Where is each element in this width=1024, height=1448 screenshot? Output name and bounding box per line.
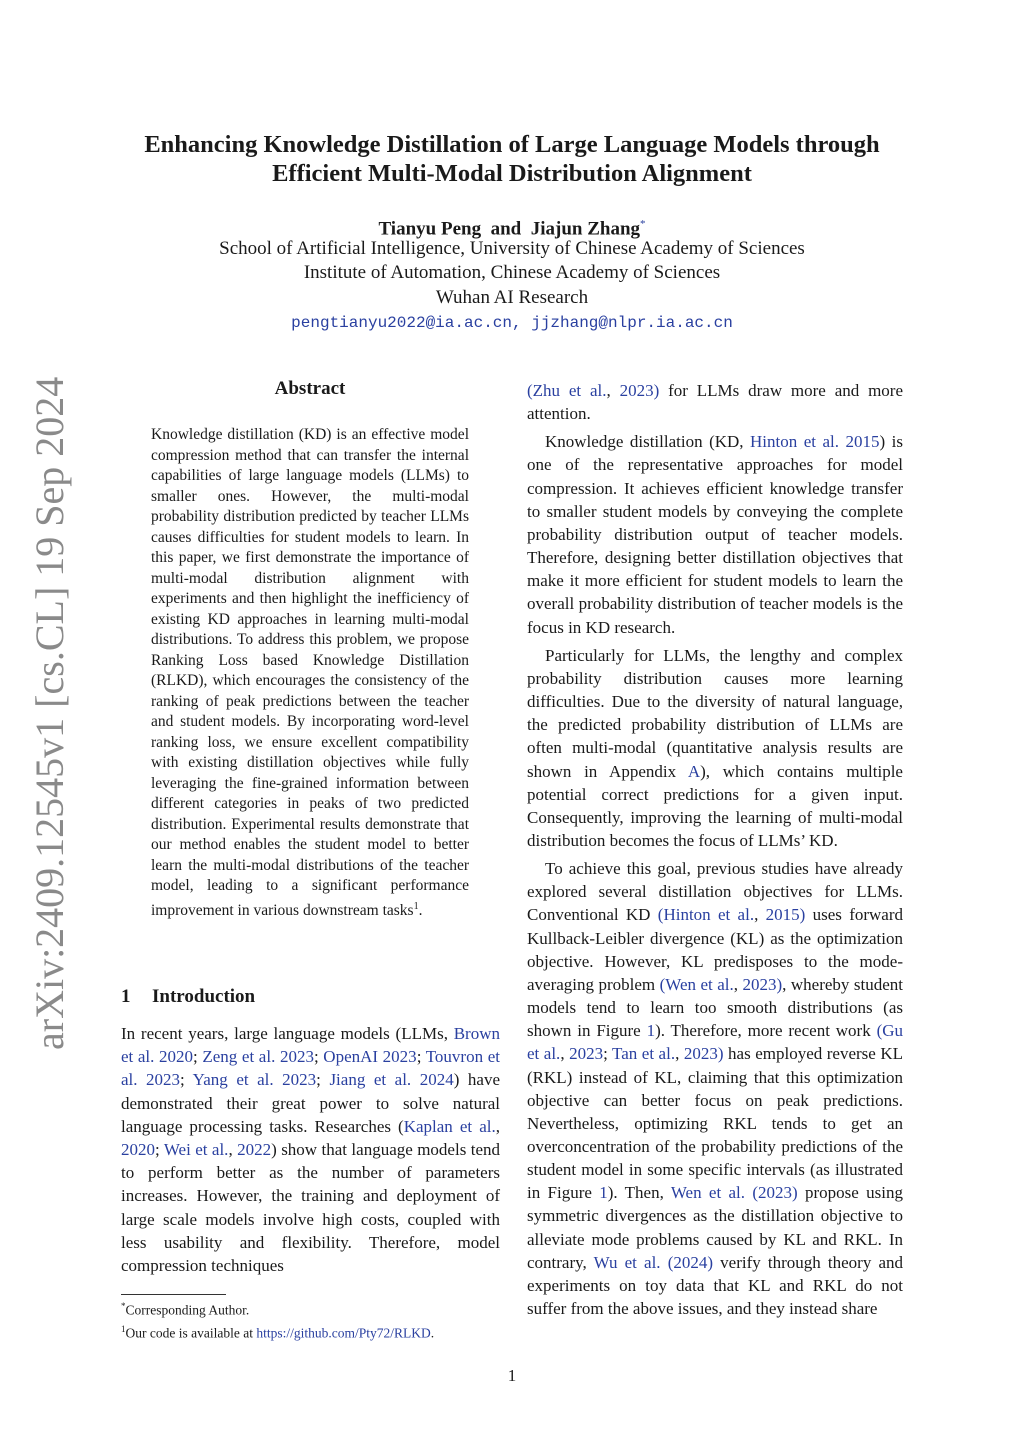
citation-link[interactable]: (Gu et al.: [527, 1021, 904, 1064]
body-text: ), which contains multiple potential correct predictions for a given input. Consequently, improving the learning of multi-modal distribution becomes the focus of LLMs’ KD.: [527, 761, 903, 850]
title-line-1: Enhancing Knowledge Distillation of Large Language Models through: [144, 131, 880, 158]
affiliation-2: Institute of Automation, Chinese Academy of Sciences: [303, 262, 721, 284]
body-text: Particularly for LLMs, the lengthy and complex probability distribution causes more learning difficulties. Due to the diversity of natural language, the predicted probability distribution of LLMs are often multi-modal (quantitative analysis results are shown in Appendix: [527, 645, 903, 781]
footnotes: [121, 1297, 521, 1342]
footnote-2: [121, 1320, 521, 1343]
citation-link[interactable]: Tan et al.: [612, 1044, 676, 1064]
body-text: In recent years, large language models (LLMs,: [121, 1024, 454, 1043]
intro-left-column: [121, 1022, 500, 1277]
body-text: To achieve this goal, previous studies have already explored several distillation objectives for LLMs. Conventional KD: [527, 859, 903, 925]
body-text: ;: [180, 1070, 193, 1090]
citation-link[interactable]: 2023): [742, 974, 783, 994]
citation-link[interactable]: Wu et al.: [593, 1252, 661, 1272]
citation-link[interactable]: Touvron et al. 2023: [121, 1047, 500, 1090]
footnote-mark: 1: [121, 1323, 126, 1334]
body-text: [661, 1253, 668, 1272]
body-text: uses forward Kullback-Leibler divergence (KL) as the optimization objective. However, KL predisposes to the mode-averaging problem: [527, 905, 904, 994]
body-text: ;: [155, 1140, 164, 1160]
body-text: ). Then,: [607, 1183, 671, 1203]
abstract-end: .: [418, 901, 423, 919]
author-1: Tianyu Peng: [378, 218, 482, 240]
body-text: ,: [495, 1116, 500, 1136]
body-text: ,: [675, 1044, 684, 1064]
footnote-text: Corresponding Author.: [125, 1302, 250, 1318]
body-text: ,: [228, 1140, 238, 1160]
author-and: and: [490, 218, 522, 240]
citation-link[interactable]: 2023: [569, 1044, 604, 1064]
footnote-divider: [121, 1294, 226, 1295]
affiliation-3: Wuhan AI Research: [435, 286, 589, 308]
abstract-heading: Abstract: [274, 378, 346, 399]
footnote-1: [121, 1297, 521, 1320]
citation-link[interactable]: 2022: [237, 1140, 272, 1160]
citation-link[interactable]: 2023): [619, 381, 660, 400]
citation-link[interactable]: (Hinton et al.: [657, 905, 755, 925]
corresponding-mark[interactable]: *: [640, 218, 646, 230]
body-text: ;: [316, 1070, 330, 1090]
citation-link[interactable]: 2020: [121, 1140, 155, 1160]
citation-link[interactable]: Yang et al. 2023: [192, 1070, 317, 1090]
title-line-2: Efficient Multi-Modal Distribution Alignment: [272, 160, 752, 187]
figure-link[interactable]: 1: [646, 1021, 656, 1041]
body-text: ) have demonstrated their great power to solve natural language processing tasks. Researches (: [121, 1070, 500, 1136]
paragraph: [527, 430, 903, 638]
paragraph: [527, 857, 903, 1320]
appendix-link[interactable]: A: [687, 761, 701, 781]
body-text: Knowledge distillation (KD,: [545, 432, 751, 452]
body-text: ) is one of the representative approaches for model compression. It achieves efficient knowledge transfer to smaller student models by conveying the complete probability distribution output of teacher models. Therefore, designing better distillation objectives that make it more efficient for student models to learn the overall probability distribution of teacher models is the focus in KD research.: [527, 432, 904, 637]
citation-link[interactable]: Wei et al.: [163, 1140, 229, 1160]
code-repo-link[interactable]: https://github.com/Pty72/RLKD: [256, 1325, 431, 1340]
footnote-ref[interactable]: 1: [413, 900, 419, 912]
author-2: Jiajun Zhang: [530, 218, 641, 240]
section-number: 1: [121, 986, 131, 1007]
body-text: verify through theory and experiments on toy data that KL and RKL do not suffer from the above issues, and they instead share: [527, 1252, 904, 1319]
abstract-body: [151, 425, 469, 921]
paragraph: [527, 379, 903, 425]
body-text: ;: [416, 1047, 426, 1067]
citation-link[interactable]: 2015): [765, 905, 806, 925]
body-text: ,: [560, 1044, 570, 1064]
body-text: ,: [733, 974, 743, 994]
footnote-mark: *: [121, 1301, 126, 1311]
citation-link[interactable]: OpenAI 2023: [323, 1047, 417, 1067]
body-text: ) show that language models tend to perform better as the number of parameters increases. However, the training and deployment of large scale models involve high costs, coupled with less usability and flexibility. Therefore, model compression techniques: [121, 1140, 500, 1276]
citation-link[interactable]: Wen et al.: [670, 1183, 746, 1203]
citation-link[interactable]: 2023): [683, 1044, 724, 1064]
body-text: , whereby student models tend to learn too smooth distributions (as shown in Figure: [527, 974, 903, 1041]
body-text: ;: [313, 1047, 324, 1067]
figure-link[interactable]: 1: [599, 1183, 608, 1203]
intro-right-column: [527, 379, 903, 1320]
body-text: ,: [606, 381, 620, 400]
body-text: propose using symmetric divergences as the distillation objective to alleviate mode problems caused by KL and RKL. In contrary,: [527, 1183, 903, 1272]
page-number: 1: [507, 1366, 517, 1385]
footnote-text: Our code is available at: [125, 1325, 257, 1340]
citation-link[interactable]: Kaplan et al.: [403, 1116, 496, 1136]
body-text: for LLMs draw more and more attention.: [527, 381, 904, 424]
body-text: ). Therefore, more recent work: [655, 1021, 877, 1041]
body-text: has employed reverse KL (RKL) instead of KL, claiming that this optimization objective can better focus on peak predictions. Nevertheless, optimizing RKL tends to get an overconcentration of the probability predictions of the student model in some specific intervals (as illustrated in Figure: [527, 1044, 904, 1203]
body-text: ;: [603, 1044, 613, 1064]
citation-link[interactable]: (Wen et al.: [659, 974, 734, 994]
citation-link[interactable]: Hinton et al. 2015: [750, 432, 880, 452]
section-title: Introduction: [152, 986, 256, 1007]
section-heading: [121, 985, 255, 1009]
paragraph: [527, 644, 903, 852]
paper-title: [60, 130, 964, 188]
citation-link[interactable]: (2023): [752, 1183, 798, 1203]
footnote-text: .: [430, 1325, 435, 1340]
author-emails[interactable]: pengtianyu2022@ia.ac.cn, jjzhang@nlpr.ia.ac.cn: [291, 314, 733, 332]
affiliations: [0, 237, 1024, 310]
citation-link[interactable]: (2024): [667, 1252, 714, 1272]
affiliation-1: School of Artificial Intelligence, University of Chinese Academy of Sciences: [219, 238, 805, 259]
citation-link[interactable]: (Zhu et al.: [527, 381, 607, 400]
body-text: ;: [193, 1047, 203, 1067]
citation-link[interactable]: Brown et al. 2020: [121, 1024, 500, 1067]
arxiv-stamp: arXiv:2409.12545v1 [cs.CL] 19 Sep 2024: [27, 376, 72, 1050]
abstract-text: Knowledge distillation (KD) is an effective model compression method that can transfer the internal capabilities of large language models (LLMs) to smaller ones. However, the multi-modal probability distribution predicted by teacher LLMs causes difficulties for student models to learn. In this paper, we first demonstrate the importance of multi-modal distribution alignment with experiments and then highlight the inefficiency of existing KD approaches in learning multi-modal distributions. To address this problem, we propose Ranking Loss based Knowledge Distillation (RLKD), which encourages the consistency of the ranking of peak predictions between the teacher and student models. By incorporating word-level ranking loss, we ensure excellent compatibility with existing distillation objectives while fully leveraging the fine-grained information between different categories in peaks of two predicted distribution. Experimental results demonstrate that our method enables the student model to better learn the multi-modal distributions of the teacher model, leading to a significant performance improvement in various downstream tasks: [151, 426, 469, 919]
body-text: ,: [754, 905, 766, 925]
citation-link[interactable]: Jiang et al. 2024: [329, 1070, 454, 1090]
citation-link[interactable]: Zeng et al. 2023: [202, 1047, 314, 1067]
